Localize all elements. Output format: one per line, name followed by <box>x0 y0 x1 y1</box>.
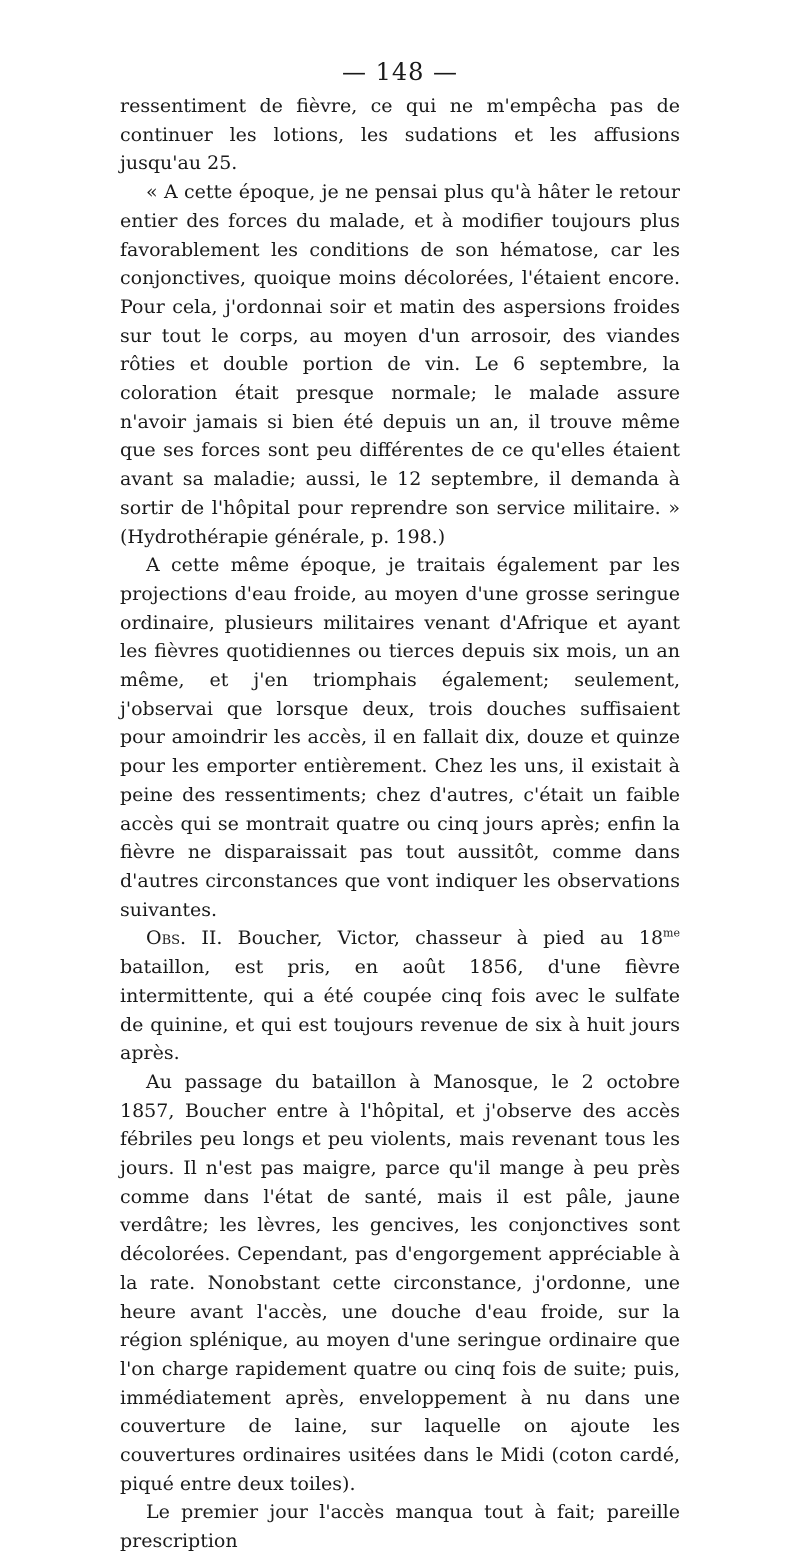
observation-text-end: bataillon, est pris, en août 1856, d'une fièvre intermittente, qui a été coupée cinq fois avec le sulfate de quinine, et qui est toujours revenue de six à huit jours après. <box>120 956 680 1065</box>
body-text <box>120 92 680 1556</box>
paragraph-2: « A cette époque, je ne pensai plus qu'à hâter le retour entier des forces du malade, et à modifier toujours plus favorablement les conditions de son hématose, car les conjonctives, quoique moins décolorées, l'étaient encore. Pour cela, j'ordonnai soir et matin des aspersions froides sur tout le corps, au moyen d'un arrosoir, des viandes rôties et double portion de vin. Le 6 septembre, la coloration était presque normale; le malade assure n'avoir jamais si bien été depuis un an, il trouve même que ses forces sont peu différentes de ce qu'elles étaient avant sa maladie; aussi, le 12 septembre, il demanda à sortir de l'hôpital pour reprendre son service militaire. » (Hydrothérapie générale, p. 198.) <box>120 181 680 548</box>
observation-paragraph <box>120 924 680 1068</box>
paragraph-6: Le premier jour l'accès manqua tout à fait; pareille prescription <box>120 1501 680 1553</box>
observation-text-start: II. Boucher, Victor, chasseur à pied au 18 <box>186 927 664 950</box>
paragraph-5: Au passage du bataillon à Manosque, le 2 octobre 1857, Boucher entre à l'hôpital, et j'observe des accès fébriles peu longs et peu violents, mais revenant tous les jours. Il n'est pas maigre, parce qu'il mange à peu près comme dans l'état de santé, mais il est pâle, jaune verdâtre; les lèvres, les gencives, les conjonctives sont décolorées. Cependant, pas d'engorgement appréciable à la rate. Nonobstant cette circonstance, j'ordonne, une heure avant l'accès, une douche d'eau froide, sur la région splénique, au moyen d'une seringue ordinaire que l'on charge rapidement quatre ou cinq fois de suite; puis, immédiatement après, enveloppement à nu dans une couverture de laine, sur laquelle on ajoute les couvertures ordinaires usitées dans le Midi (coton cardé, piqué entre deux toiles). <box>120 1070 680 1495</box>
page-number: — 148 — <box>341 58 459 86</box>
paragraph-3: A cette même époque, je traitais également par les projections d'eau froide, au moyen d'une grosse seringue ordinaire, plusieurs militaires venant d'Afrique et ayant les fièvres quotidiennes ou tierces depuis six mois, un an même, et j'en triomphais également; seulement, j'observai que lorsque deux, trois douches suffisaient pour amoindrir les accès, il en fallait dix, douze et quinze pour les emporter entièrement. Chez les uns, il existait à peine des ressentiments; chez d'autres, c'était un faible accès qui se montrait quatre ou cinq jours après; enfin la fièvre ne disparaissait pas tout aussitôt, comme dans d'autres circonstances que vont indiquer les observations suivantes. <box>120 554 680 921</box>
observation-label: Obs. <box>146 927 187 950</box>
paragraph-1: ressentiment de fièvre, ce qui ne m'empêcha pas de continuer les lotions, les sudations et les affusions jusqu'au 25. <box>120 95 680 175</box>
ordinal-superscript: me <box>663 927 680 941</box>
